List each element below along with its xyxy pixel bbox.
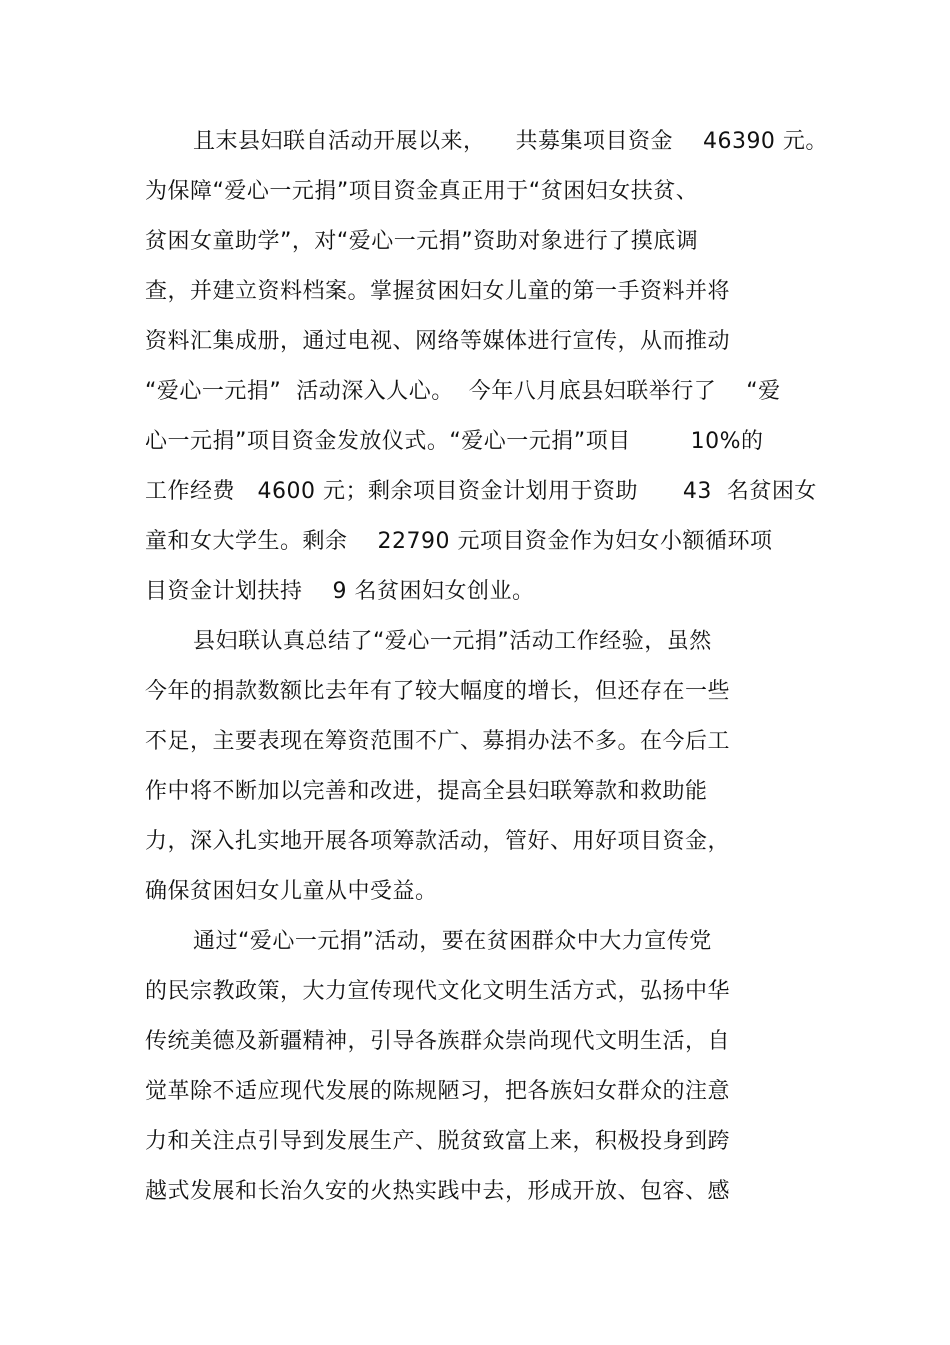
text-line: 目资金计划扶持 9 名贫困妇女创业。 [145, 579, 535, 604]
text-line: 工作经费 4600 元；剩余项目资金计划用于资助 43 名贫困女 [145, 479, 817, 504]
text-line: 通过“爱心一元捐”活动，要在贫困群众中大力宣传党 [193, 929, 712, 954]
text-line: 查，并建立资料档案。掌握贫困妇女儿童的第一手资料并将 [145, 279, 731, 304]
text-line: 心一元捐”项目资金发放仪式。“爱心一元捐”项目 10%的 [145, 429, 764, 454]
text-line: 力和关注点引导到发展生产、脱贫致富上来，积极投身到跨 [145, 1129, 731, 1154]
text-line: 传统美德及新疆精神，引导各族群众崇尚现代文明生活，自 [145, 1029, 731, 1054]
text-line: 力，深入扎实地开展各项筹款活动，管好、用好项目资金， [145, 829, 731, 854]
text-line: 且末县妇联自活动开展以来， 共募集项目资金 46390 元。 [193, 129, 828, 154]
text-line: 不足，主要表现在筹资范围不广、募捐办法不多。在今后工 [145, 729, 731, 754]
text-line: 资料汇集成册，通过电视、网络等媒体进行宣传，从而推动 [145, 329, 731, 354]
text-line: 为保障“爱心一元捐”项目资金真正用于“贫困妇女扶贫、 [145, 179, 699, 204]
text-line: 的民宗教政策，大力宣传现代文化文明生活方式，弘扬中华 [145, 979, 731, 1004]
text-line: 今年的捐款数额比去年有了较大幅度的增长，但还存在一些 [145, 679, 731, 704]
text-line: 越式发展和长治久安的火热实践中去，形成开放、包容、感 [145, 1179, 731, 1204]
text-line: 贫困女童助学”，对“爱心一元捐”资助对象进行了摸底调 [145, 229, 699, 254]
text-line: 童和女大学生。剩余 22790 元项目资金作为妇女小额循环项 [145, 529, 773, 554]
text-line: 作中将不断加以完善和改进，提高全县妇联筹款和救助能 [145, 779, 708, 804]
text-line: 县妇联认真总结了“爱心一元捐”活动工作经验，虽然 [193, 629, 712, 654]
text-line: 确保贫困妇女儿童从中受益。 [145, 879, 438, 904]
text-line: “爱心一元捐” 活动深入人心。 今年八月底县妇联举行了 “爱 [145, 379, 781, 404]
text-line: 觉革除不适应现代发展的陈规陋习，把各族妇女群众的注意 [145, 1079, 731, 1104]
